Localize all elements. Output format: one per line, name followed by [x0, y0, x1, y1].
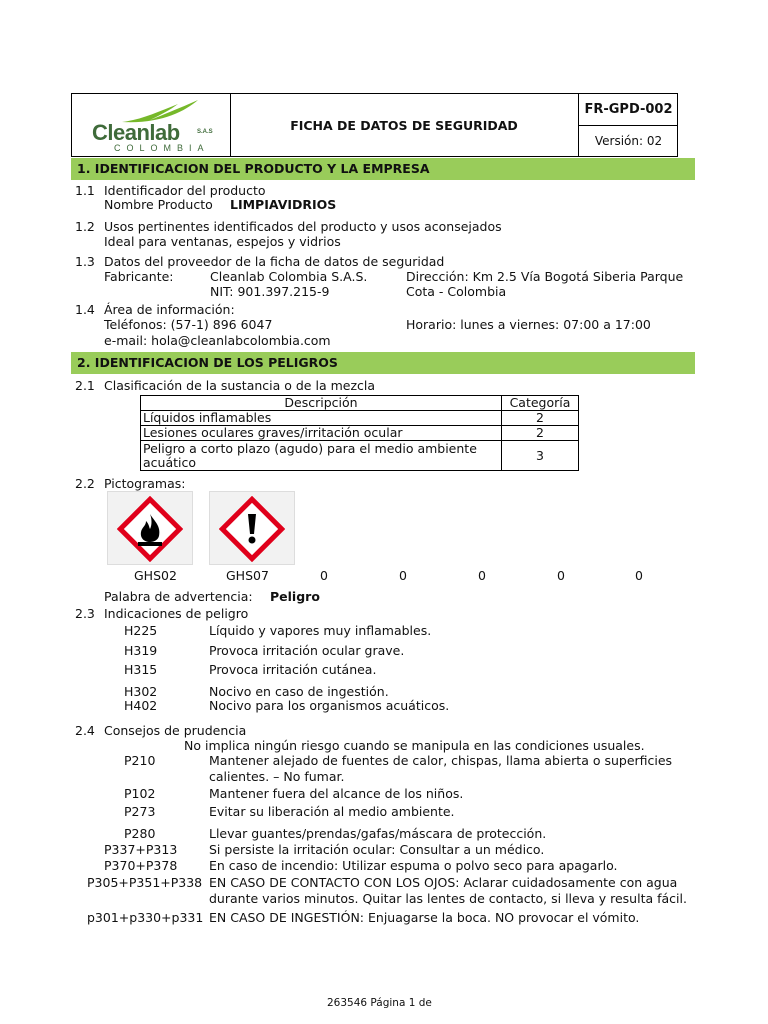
document-code-cell — [578, 94, 678, 156]
table-row — [141, 411, 579, 426]
hazard-text: Provoca irritación cutánea. — [209, 662, 377, 677]
pictogram-ghs02 — [107, 491, 193, 565]
table-cell: 2 — [502, 426, 579, 441]
maker-nit: NIT: 901.397.215-9 — [210, 284, 330, 299]
prudence-text: Mantener fuera del alcance de los niños. — [209, 786, 464, 801]
prudence-text: Si persiste la irritación ocular: Consultar a un médico. — [209, 842, 545, 857]
hazard-code: H225 — [124, 623, 158, 638]
prudence-intro: No implica ningún riesgo cuando se manipula en las condiciones usuales. — [184, 738, 645, 753]
prudence-code: P210 — [124, 753, 156, 768]
prudence-code: P102 — [124, 786, 156, 801]
hazard-text: Líquido y vapores muy inflamables. — [209, 623, 432, 638]
logo-sas: S.A.S — [197, 129, 213, 135]
table-cell: Líquidos inflamables — [141, 411, 502, 426]
table-cell: Peligro a corto plazo (agudo) para el medio ambiente acuático — [141, 441, 502, 471]
hazard-text: Provoca irritación ocular grave. — [209, 643, 405, 658]
contact-email: e-mail: hola@cleanlabcolombia.com — [104, 333, 331, 348]
pictogram-ghs07 — [209, 491, 295, 565]
item-number: 1.3 — [75, 254, 95, 269]
hazard-code: H319 — [124, 643, 158, 658]
classification-table — [140, 395, 579, 471]
pictogram-label: 0 — [320, 568, 328, 583]
maker-city: Cota - Colombia — [406, 284, 507, 299]
item-title: Identificador del producto — [104, 183, 266, 198]
logo-name: Cleanlab — [92, 120, 180, 145]
product-name: LIMPIAVIDRIOS — [230, 197, 337, 212]
document-code: FR-GPD-002 — [579, 94, 678, 126]
warning-label: Palabra de advertencia: — [104, 589, 253, 604]
hazard-code: H302 — [124, 684, 158, 699]
product-use: Ideal para ventanas, espejos y vidrios — [104, 234, 341, 249]
item-number: 2.1 — [75, 378, 95, 393]
prudence-text: EN CASO DE CONTACTO CON LOS OJOS: Aclarar cuidadosamente con agua — [209, 875, 678, 890]
exclamation-icon — [219, 496, 285, 562]
table-header-row — [141, 396, 579, 411]
section-2-header: 2. IDENTIFICACION DE LOS PELIGROS — [71, 352, 695, 374]
prudence-code: p301+p330+p331 — [87, 910, 204, 925]
prudence-code: P273 — [124, 804, 156, 819]
table-row — [141, 441, 579, 471]
column-header: Categoría — [502, 396, 579, 411]
hazard-text: Nocivo en caso de ingestión. — [209, 684, 389, 699]
item-title: Consejos de prudencia — [104, 723, 247, 738]
pictogram-label: GHS07 — [226, 568, 269, 583]
prudence-code: P280 — [124, 826, 156, 841]
hazard-code: H315 — [124, 662, 158, 677]
prudence-text: Mantener alejado de fuentes de calor, chispas, llama abierta o superficies — [209, 753, 673, 768]
page-footer: 263546 Página 1 de — [327, 997, 432, 1009]
item-title: Usos pertinentes identificados del producto y usos aconsejados — [104, 219, 502, 234]
item-title: Clasificación de la sustancia o de la mezcla — [104, 378, 376, 393]
hazard-code: H402 — [124, 698, 158, 713]
prudence-text: En caso de incendio: Utilizar espuma o polvo seco para apagarlo. — [209, 858, 618, 873]
item-number: 1.1 — [75, 183, 95, 198]
prudence-text: calientes. – No fumar. — [209, 769, 345, 784]
pictogram-label: GHS02 — [134, 568, 177, 583]
contact-hours: Horario: lunes a viernes: 07:00 a 17:00 — [406, 317, 651, 332]
logo-country: COLOMBIA — [114, 143, 210, 153]
item-number: 2.2 — [75, 476, 95, 491]
pictogram-label: 0 — [478, 568, 486, 583]
item-title: Datos del proveedor de la ficha de datos de seguridad — [104, 254, 445, 269]
table-cell: 3 — [502, 441, 579, 471]
item-number: 2.4 — [75, 723, 95, 738]
item-title: Área de información: — [104, 302, 235, 317]
pictogram-label: 0 — [557, 568, 565, 583]
item-title: Pictogramas: — [104, 476, 186, 491]
prudence-text: EN CASO DE INGESTIÓN: Enjuagarse la boca. NO provocar el vómito. — [209, 910, 640, 925]
product-label: Nombre Producto — [104, 197, 213, 212]
prudence-code: P370+P378 — [104, 858, 178, 873]
prudence-code: P337+P313 — [104, 842, 178, 857]
maker-address: Dirección: Km 2.5 Vía Bogotá Siberia Parque — [406, 269, 684, 284]
company-logo — [72, 94, 231, 156]
prudence-text: Evitar su liberación al medio ambiente. — [209, 804, 455, 819]
table-row — [141, 426, 579, 441]
item-number: 1.4 — [75, 302, 95, 317]
prudence-code: P305+P351+P338 — [87, 875, 203, 890]
contact-phones: Teléfonos: (57-1) 896 6047 — [104, 317, 273, 332]
maker-name: Cleanlab Colombia S.A.S. — [210, 269, 368, 284]
pictogram-label: 0 — [635, 568, 643, 583]
column-header: Descripción — [141, 396, 502, 411]
hazard-text: Nocivo para los organismos acuáticos. — [209, 698, 450, 713]
item-number: 2.3 — [75, 606, 95, 621]
pictogram-label: 0 — [399, 568, 407, 583]
maker-label: Fabricante: — [104, 269, 174, 284]
item-title: Indicaciones de peligro — [104, 606, 249, 621]
prudence-text: Llevar guantes/prendas/gafas/máscara de protección. — [209, 826, 547, 841]
warning-word: Peligro — [270, 589, 320, 604]
document-title: FICHA DE DATOS DE SEGURIDAD — [290, 117, 518, 133]
prudence-text: durante varios minutos. Quitar las lentes de contacto, si lleva y resulta fácil. — [209, 891, 687, 906]
table-cell: 2 — [502, 411, 579, 426]
document-header — [71, 93, 678, 157]
item-number: 1.2 — [75, 219, 95, 234]
section-1-header: 1. IDENTIFICACION DEL PRODUCTO Y LA EMPRESA — [71, 158, 695, 180]
flame-icon — [117, 496, 183, 562]
table-cell: Lesiones oculares graves/irritación ocular — [141, 426, 502, 441]
document-version: Versión: 02 — [594, 134, 663, 148]
